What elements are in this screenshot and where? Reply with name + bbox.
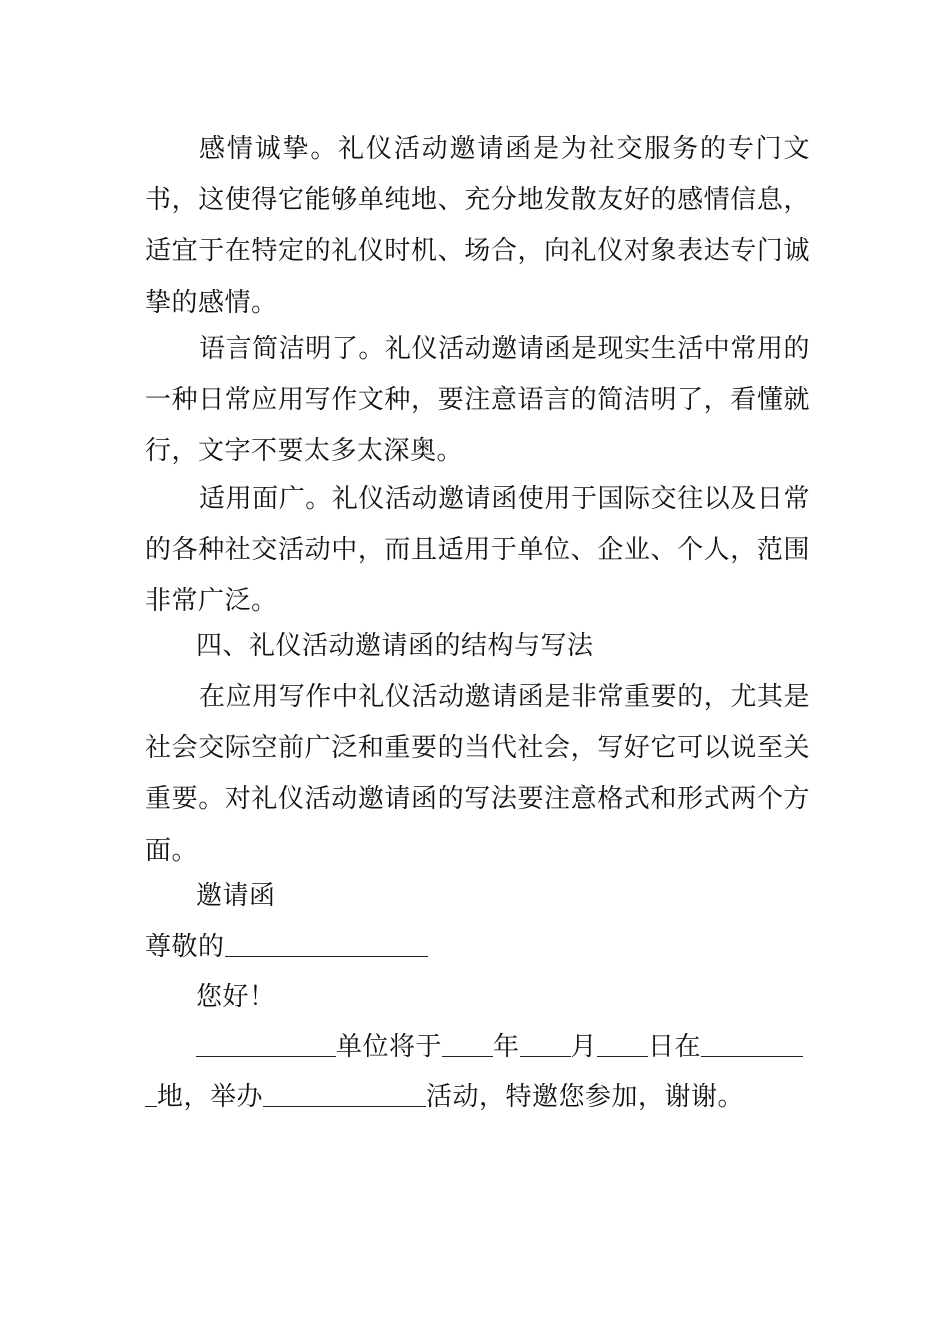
letter-body-line-1 — [196, 1022, 803, 1073]
letter-greeting: 您好！ — [196, 982, 276, 1012]
letter-salutation: 尊敬的 — [145, 932, 225, 962]
month-blank — [520, 1032, 571, 1057]
section-heading: 四、礼仪活动邀请函的结构与写法 — [196, 631, 594, 661]
letter-body-end: 活动，特邀您参加，谢谢。 — [426, 1082, 745, 1112]
paragraph-structure-intro: 在应用写作中礼仪活动邀请函是非常重要的，尤其是社会交际空前广泛和重要的当代社会，写好它可以说至关重要。对礼仪活动邀请函的写法要注意格式和形式两个方面。 — [145, 682, 810, 866]
letter-body-line-2 — [145, 1072, 744, 1123]
letter-body-unit: 单位将于 — [336, 1032, 443, 1062]
paragraph-concise-language: 语言简洁明了。礼仪活动邀请函是现实生活中常用的一种日常应用写作文种，要注意语言的简洁明了，看懂就行，文字不要太多太深奥。 — [145, 334, 810, 467]
unit-name-blank — [196, 1032, 336, 1057]
paragraph-sincere-feelings: 感情诚挚。礼仪活动邀请函是为社交服务的专门文书，这使得它能够单纯地、充分地发散友好的感情信息，适宜于在特定的礼仪时机、场合，向礼仪对象表达专门诚挚的感情。 — [145, 134, 810, 318]
place-blank — [701, 1032, 803, 1057]
letter-body-month: 月 — [570, 1032, 598, 1062]
activity-name-blank — [263, 1082, 426, 1107]
letter-body-place: 地，举办 — [157, 1082, 264, 1112]
letter-title: 邀请函 — [196, 881, 276, 911]
letter-body-year: 年 — [493, 1032, 520, 1062]
letter-salutation-line — [145, 922, 428, 973]
recipient-name-blank — [225, 932, 428, 957]
paragraph-wide-application: 适用面广。礼仪活动邀请函使用于国际交往以及日常的各种社交活动中，而且适用于单位、企业、个人，范围非常广泛。 — [145, 484, 810, 617]
day-blank — [597, 1032, 648, 1057]
place-blank-continued — [145, 1082, 157, 1107]
letter-body-day: 日在 — [648, 1032, 702, 1062]
year-blank — [442, 1032, 493, 1057]
